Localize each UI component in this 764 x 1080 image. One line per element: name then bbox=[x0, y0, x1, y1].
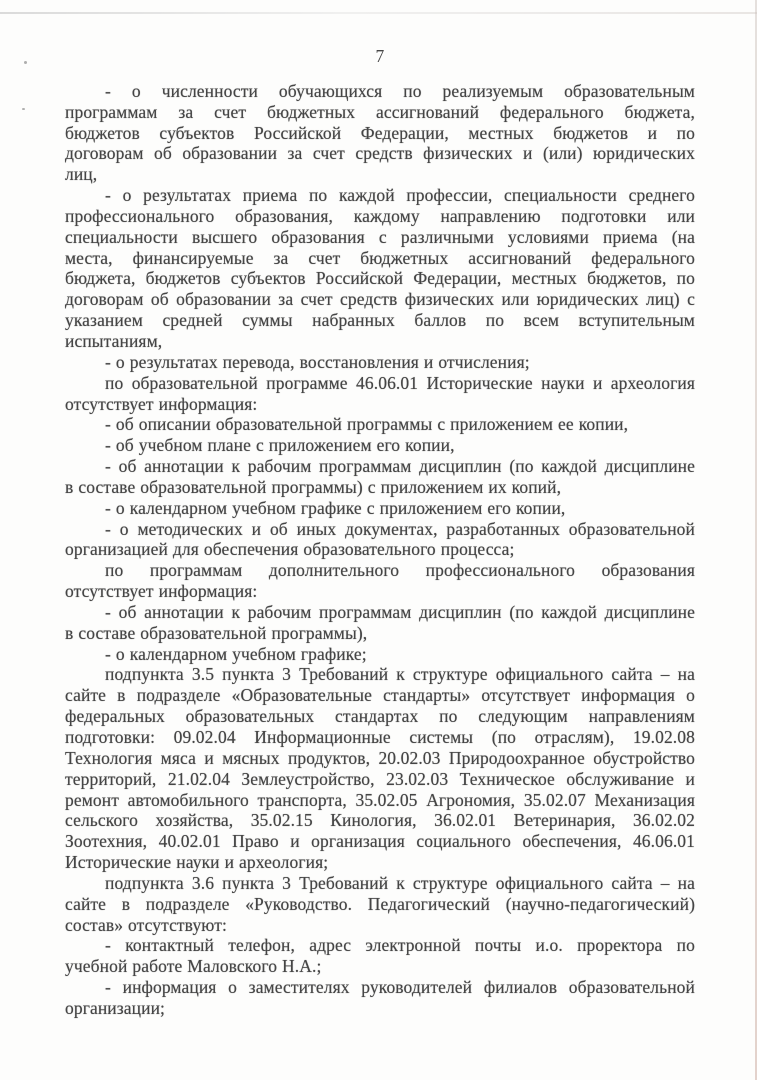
text-line: - информация о заместителях руководителей филиалов образовательной bbox=[105, 977, 695, 998]
text-line: профессионального образования, каждому направлению подготовки или bbox=[65, 205, 695, 226]
text-line: - о результатах перевода, восстановления и отчисления; bbox=[105, 351, 530, 372]
text-line: федеральных образовательных стандартах по следующим направлениям bbox=[65, 706, 695, 727]
text-line: территорий, 21.02.04 Землеустройство, 23.02.03 Техническое обслуживание и bbox=[65, 768, 695, 789]
document-paragraphs bbox=[65, 81, 695, 1019]
text-line: сельского хозяйства, 35.02.15 Кинология, 36.02.01 Ветеринария, 36.02.02 bbox=[65, 810, 695, 831]
scan-speck bbox=[22, 108, 25, 110]
text-line: Зоотехния, 40.02.01 Право и организация социального обеспечения, 46.06.01 bbox=[65, 831, 695, 852]
scan-edge-top-artifact bbox=[0, 12, 764, 14]
text-line: бюджетов субъектов Российской Федерации, местных бюджетов и по bbox=[65, 122, 695, 143]
document-content bbox=[65, 46, 695, 1019]
text-line: - о календарном учебном графике с приложением его копии, bbox=[105, 497, 566, 518]
text-line: - о методических и об иных документах, разработанных образовательной bbox=[105, 518, 695, 539]
text-line: - об учебном плане с приложением его копии, bbox=[105, 435, 455, 456]
scan-edge-right-artifact bbox=[755, 0, 757, 1080]
text-line: подготовки: 09.02.04 Информационные системы (по отраслям), 19.02.08 bbox=[65, 727, 695, 747]
text-line: программам за счет бюджетных ассигнований федерального бюджета, bbox=[65, 101, 695, 122]
text-line: - о календарном учебном графике; bbox=[105, 643, 367, 664]
text-line: по программам дополнительного профессионального образования bbox=[105, 560, 695, 581]
text-line: - о численности обучающихся по реализуемым образовательным bbox=[105, 80, 695, 101]
text-line: договорам об образовании за счет средств физических и (или) юридических bbox=[65, 143, 695, 164]
text-line: организацией для обеспечения образовательного процесса; bbox=[65, 539, 515, 560]
text-line: сайте в подразделе «Образовательные стандарты» отсутствует информация о bbox=[65, 685, 695, 706]
text-line: в составе образовательной программы) с приложением их копий, bbox=[65, 476, 562, 497]
text-line: места, финансируемые за счет бюджетных ассигнований федерального bbox=[65, 247, 695, 268]
text-line: организации; bbox=[65, 997, 166, 1018]
text-line: сайте в подразделе «Руководство. Педагогический (научно-педагогический) bbox=[65, 893, 695, 914]
page-number: 7 bbox=[375, 46, 385, 66]
scan-speck bbox=[24, 61, 27, 64]
text-line: - контактный телефон, адрес электронной почты и.о. проректора по bbox=[105, 935, 695, 956]
scan-margin-right bbox=[757, 0, 764, 1080]
text-line: - о результатах приема по каждой профессии, специальности среднего bbox=[105, 185, 695, 206]
text-line: Исторические науки и археология; bbox=[65, 852, 329, 873]
text-line: подпункта 3.5 пункта 3 Требований к структуре официального сайта – на bbox=[105, 664, 695, 685]
text-line: бюджета, бюджетов субъектов Российской Федерации, местных бюджетов, по bbox=[65, 268, 695, 289]
text-line: испытаниям, bbox=[65, 330, 163, 351]
text-line: Технология мяса и мясных продуктов, 20.02.03 Природоохранное обустройство bbox=[65, 747, 695, 768]
text-line: специальности высшего образования с различными условиями приема (на bbox=[65, 226, 695, 247]
text-line: - об аннотации к рабочим программам дисциплин (по каждой дисциплине bbox=[105, 601, 695, 622]
text-line: отсутствует информация: bbox=[65, 393, 258, 414]
text-line: ремонт автомобильного транспорта, 35.02.05 Агрономия, 35.02.07 Механизация bbox=[65, 789, 695, 810]
text-line: - об описании образовательной программы с приложением ее копии, bbox=[105, 414, 629, 435]
text-line: в составе образовательной программы), bbox=[65, 622, 368, 643]
text-line: указанием средней суммы набранных баллов по всем вступительным bbox=[65, 310, 695, 331]
text-line: по образовательной программе 46.06.01 Исторические науки и археология bbox=[105, 372, 695, 393]
text-line: лиц, bbox=[65, 164, 98, 185]
text-line: учебной работе Маловского Н.А.; bbox=[65, 956, 322, 977]
text-line: состав» отсутствуют: bbox=[65, 914, 227, 935]
text-line: подпункта 3.6 пункта 3 Требований к структуре официального сайта – на bbox=[105, 872, 695, 893]
text-line: договорам об образовании за счет средств физических или юридических лиц) с bbox=[65, 289, 695, 310]
text-line: отсутствует информация: bbox=[65, 581, 258, 602]
text-line: - об аннотации к рабочим программам дисциплин (по каждой дисциплине bbox=[105, 456, 695, 477]
